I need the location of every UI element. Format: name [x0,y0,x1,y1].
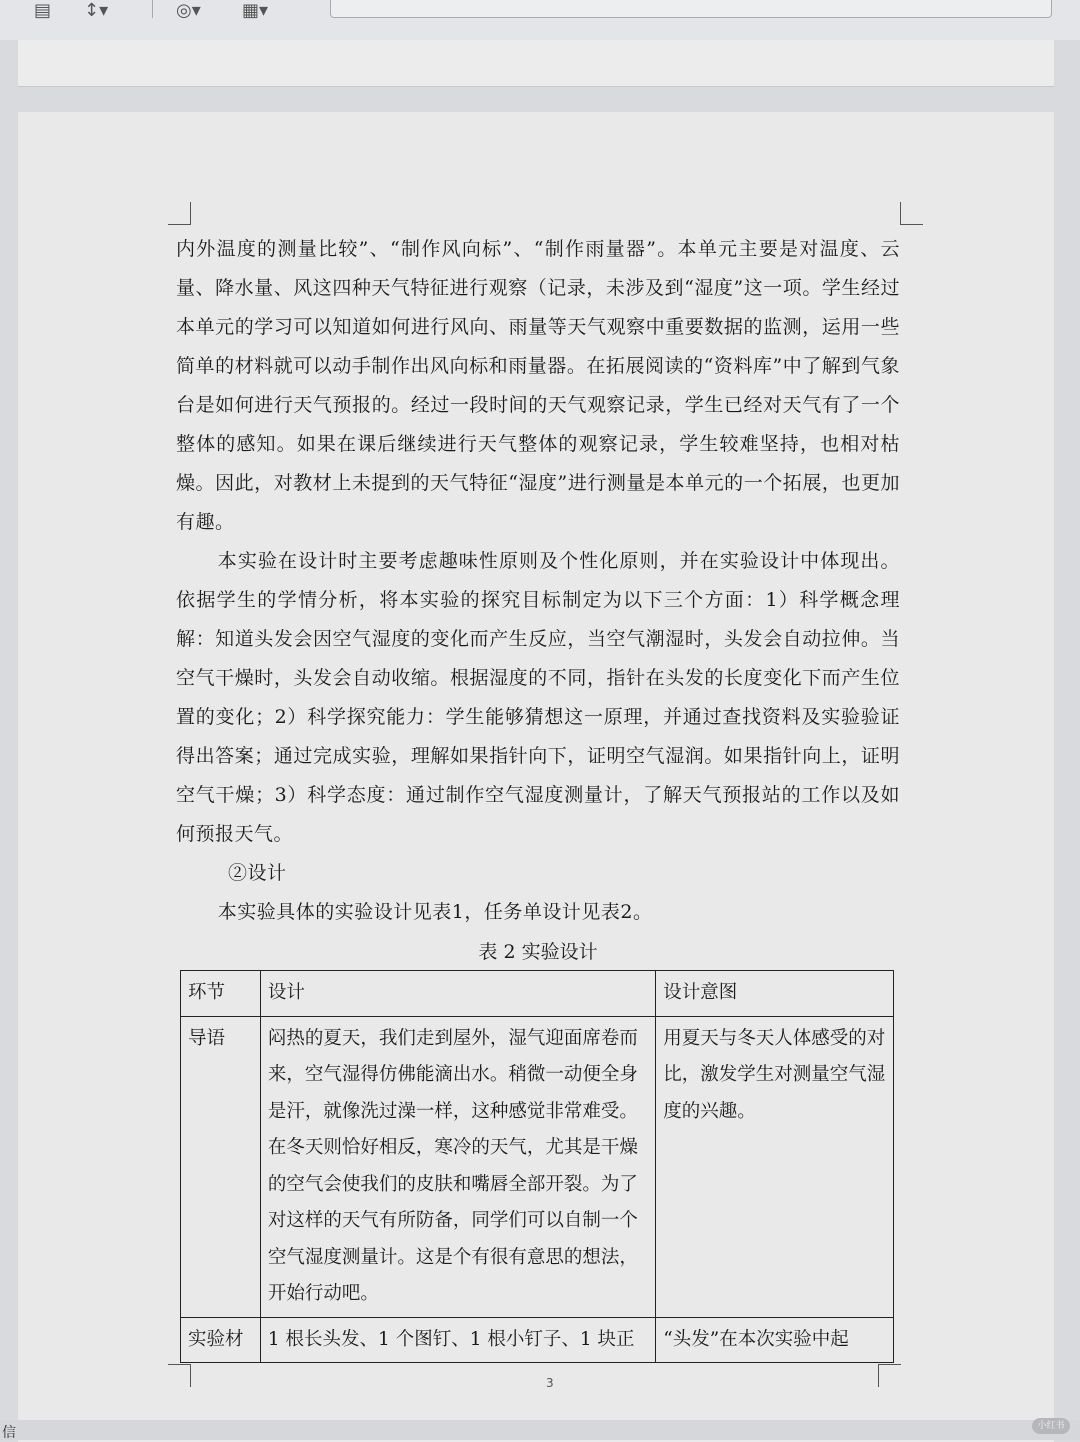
styles-gallery[interactable] [330,0,1052,18]
toolbar [0,0,1080,40]
style-icon[interactable]: ◎▾ [176,0,201,21]
line-spacing-icon[interactable]: ↕▾ [84,0,109,21]
section-subheading[interactable]: ②设计 [228,862,287,884]
table-caption[interactable]: 表 2 实验设计 [478,941,598,963]
table-row [181,1016,894,1317]
cell-stage[interactable]: 导语 [181,1016,261,1317]
status-left-text: 信 [2,1425,16,1441]
margin-mark-top-left [168,202,191,225]
paragraph-icon[interactable]: ▤ [34,0,52,21]
document-body[interactable] [176,230,900,932]
document-page[interactable] [18,112,1054,1442]
cell-stage[interactable]: 实验材 [181,1317,261,1363]
margin-mark-bottom-left [168,1364,191,1387]
cell-intent[interactable]: 用夏天与冬天人体感受的对比，激发学生对测量空气湿度的兴趣。 [656,1016,894,1317]
ruler [18,40,1054,87]
status-badge: 小红书 [1032,1418,1070,1434]
experiment-design-table[interactable] [180,970,894,1363]
body-paragraph-2[interactable]: 本实验在设计时主要考虑趣味性原则及个性化原则，并在实验设计中体现出。依据学生的学情分析，将本实验的探究目标制定为以下三个方面：1）科学概念理解：知道头发会因空气湿度的变化而产生反应，当空气潮湿时，头发会自动拉伸。当空气干燥时，头发会自动收缩。根据湿度的不同，指针在头发的长度变化下而产生位置的变化；2）科学探究能力：学生能够猜想这一原理，并通过查找资料及实验验证得出答案；通过完成实验，理解如果指针向下，证明空气湿润。如果指针向上，证明空气干燥；3）科学态度：通过制作空气湿度测量计，了解天气预报站的工作以及如何预报天气。 [176,550,900,845]
table-icon[interactable]: ▦▾ [242,0,269,21]
margin-mark-bottom-right [878,1364,901,1387]
table-row [181,1317,894,1363]
body-paragraph-1[interactable]: 内外温度的测量比较”、“制作风向标”、“制作雨量器”。本单元主要是对温度、云量、降水量、风这四种天气特征进行观察（记录，未涉及到“湿度”这一项。学生经过本单元的学习可以知道如何进行风向、雨量等天气观察中重要数据的监测，运用一些简单的材料就可以动手制作出风向标和雨量器。在拓展阅读的“资料库”中了解到气象台是如何进行天气预报的。经过一段时间的天气观察记录，学生已经对天气有了一个整体的感知。如果在课后继续进行天气整体的观察记录，学生较难坚持，也相对枯燥。因此，对教材上未提到的天气特征“湿度”进行测量是本单元的一个拓展，也更加有趣。 [176,238,900,533]
body-paragraph-3[interactable]: 本实验具体的实验设计见表1，任务单设计见表2。 [217,901,653,923]
cell-intent[interactable]: “头发”在本次实验中起 [656,1317,894,1363]
toolbar-divider [152,0,153,18]
page-number: 3 [546,1376,554,1390]
status-bar [0,1420,1080,1440]
margin-mark-top-right [900,202,923,225]
header-cell-stage[interactable]: 环节 [181,971,261,1017]
header-cell-intent[interactable]: 设计意图 [656,971,894,1017]
header-cell-design[interactable]: 设计 [260,971,655,1017]
cell-design[interactable]: 1 根长头发、1 个图钉、1 根小钉子、1 块正 [260,1317,655,1363]
cell-design[interactable]: 闷热的夏天，我们走到屋外，湿气迎面席卷而来，空气湿得仿佛能滴出水。稍微一动便全身是汗，就像洗过澡一样，这种感觉非常难受。在冬天则恰好相反，寒冷的天气，尤其是干燥的空气会使我们的皮肤和嘴唇全部开裂。为了对这样的天气有所防备，同学们可以自制一个空气湿度测量计。这是个有很有意思的想法，开始行动吧。 [260,1016,655,1317]
table-header-row [181,971,894,1017]
